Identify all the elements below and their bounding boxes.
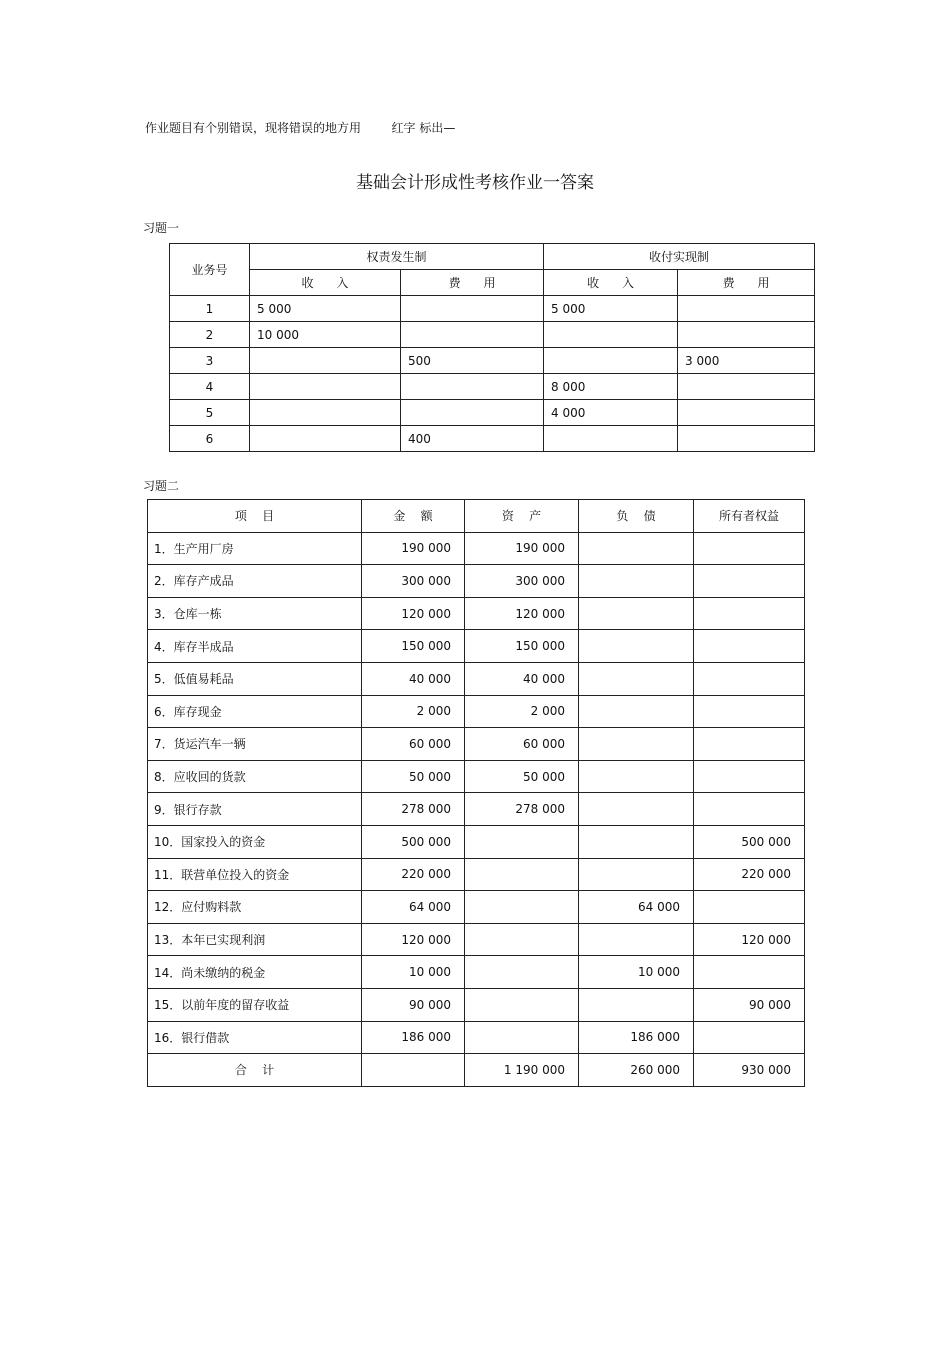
cell-equity: [694, 695, 805, 728]
header-accrual-income: 收 入: [250, 270, 401, 296]
cell-item: 9．银行存款: [148, 793, 362, 826]
cell-asset: [465, 825, 579, 858]
cell-asset: 60 000: [465, 728, 579, 761]
total-label: 合 计: [148, 1054, 362, 1087]
cell-equity: 120 000: [694, 923, 805, 956]
cell-cash-income: 8 000: [544, 374, 678, 400]
table-row: [148, 695, 805, 728]
cell-liability: [579, 728, 694, 761]
cell-asset: [465, 1021, 579, 1054]
table-row: [170, 426, 815, 452]
header-biz-no: 业务号: [170, 244, 250, 296]
cell-accrual-income: [250, 400, 401, 426]
exercise-2-label: 习题二: [143, 479, 180, 493]
header-asset: 资 产: [465, 500, 579, 533]
cell-item: 8．应收回的货款: [148, 760, 362, 793]
cell-equity: [694, 532, 805, 565]
table-row: [148, 1021, 805, 1054]
table-subheader-row: [170, 270, 815, 296]
total-liability: 260 000: [579, 1054, 694, 1087]
cell-cash-income: [544, 426, 678, 452]
cell-asset: [465, 858, 579, 891]
cell-accrual-income: [250, 348, 401, 374]
cell-liability: [579, 630, 694, 663]
cell-asset: 40 000: [465, 662, 579, 695]
header-equity: 所有者权益: [694, 500, 805, 533]
cell-item: 14．尚未缴纳的税金: [148, 956, 362, 989]
cell-item: 12．应付购料款: [148, 891, 362, 924]
header-liability: 负 债: [579, 500, 694, 533]
table-row: [170, 374, 815, 400]
exercise-2-table: [147, 499, 805, 1087]
header-cash-expense: 费 用: [678, 270, 815, 296]
cell-liability: [579, 923, 694, 956]
cell-item: 5．低值易耗品: [148, 662, 362, 695]
cell-item: 10．国家投入的资金: [148, 825, 362, 858]
table-row: [148, 956, 805, 989]
table-row: [148, 565, 805, 598]
cell-equity: [694, 1021, 805, 1054]
cell-liability: 64 000: [579, 891, 694, 924]
cell-asset: [465, 891, 579, 924]
cell-accrual-expense: 400: [401, 426, 544, 452]
header-cash: 收付实现制: [544, 244, 815, 270]
table-row: [148, 630, 805, 663]
table-row: [148, 825, 805, 858]
cell-item: 4．库存半成品: [148, 630, 362, 663]
total-amount: [362, 1054, 465, 1087]
cell-accrual-expense: 500: [401, 348, 544, 374]
cell-equity: [694, 760, 805, 793]
cell-accrual-income: 5 000: [250, 296, 401, 322]
cell-item: 2．库存产成品: [148, 565, 362, 598]
cell-asset: 278 000: [465, 793, 579, 826]
cell-amount: 300 000: [362, 565, 465, 598]
cell-equity: [694, 793, 805, 826]
table-row: [170, 348, 815, 374]
header-accrual-expense: 费 用: [401, 270, 544, 296]
cell-amount: 120 000: [362, 923, 465, 956]
cell-accrual-income: [250, 426, 401, 452]
table-row: [170, 296, 815, 322]
cell-no: 6: [170, 426, 250, 452]
table-header-row: [170, 244, 815, 270]
cell-no: 1: [170, 296, 250, 322]
cell-amount: 500 000: [362, 825, 465, 858]
cell-equity: [694, 597, 805, 630]
cell-equity: [694, 662, 805, 695]
page-title: 基础会计形成性考核作业一答案: [356, 173, 594, 193]
cell-no: 2: [170, 322, 250, 348]
cell-cash-expense: [678, 322, 815, 348]
cell-liability: [579, 695, 694, 728]
cell-item: 1．生产用厂房: [148, 532, 362, 565]
cell-item: 7．货运汽车一辆: [148, 728, 362, 761]
table-row: [170, 322, 815, 348]
cell-liability: [579, 825, 694, 858]
cell-amount: 120 000: [362, 597, 465, 630]
cell-item: 6．库存现金: [148, 695, 362, 728]
cell-accrual-expense: [401, 296, 544, 322]
cell-accrual-income: [250, 374, 401, 400]
cell-liability: [579, 760, 694, 793]
cell-amount: 190 000: [362, 532, 465, 565]
cell-accrual-expense: [401, 400, 544, 426]
cell-amount: 50 000: [362, 760, 465, 793]
exercise-1-table: [169, 243, 815, 452]
cell-amount: 2 000: [362, 695, 465, 728]
cell-asset: [465, 956, 579, 989]
cell-cash-expense: [678, 400, 815, 426]
table-row: [148, 597, 805, 630]
cell-amount: 10 000: [362, 956, 465, 989]
cell-cash-expense: [678, 374, 815, 400]
table-row: [148, 532, 805, 565]
cell-cash-income: 5 000: [544, 296, 678, 322]
table-row: [148, 891, 805, 924]
table-row: [148, 858, 805, 891]
cell-item: 15．以前年度的留存收益: [148, 988, 362, 1021]
cell-item: 11．联营单位投入的资金: [148, 858, 362, 891]
cell-asset: 150 000: [465, 630, 579, 663]
cell-no: 4: [170, 374, 250, 400]
cell-liability: [579, 532, 694, 565]
cell-asset: 120 000: [465, 597, 579, 630]
cell-liability: [579, 858, 694, 891]
table-row: [148, 793, 805, 826]
cell-liability: [579, 662, 694, 695]
cell-equity: [694, 565, 805, 598]
cell-amount: 186 000: [362, 1021, 465, 1054]
cell-equity: [694, 728, 805, 761]
cell-amount: 150 000: [362, 630, 465, 663]
cell-item: 16．银行借款: [148, 1021, 362, 1054]
header-accrual: 权责发生制: [250, 244, 544, 270]
cell-amount: 64 000: [362, 891, 465, 924]
cell-cash-expense: [678, 296, 815, 322]
total-asset: 1 190 000: [465, 1054, 579, 1087]
cell-equity: [694, 630, 805, 663]
cell-accrual-income: 10 000: [250, 322, 401, 348]
table-row: [148, 662, 805, 695]
cell-item: 13．本年已实现利润: [148, 923, 362, 956]
cell-equity: 220 000: [694, 858, 805, 891]
cell-amount: 60 000: [362, 728, 465, 761]
cell-cash-income: 4 000: [544, 400, 678, 426]
table-row: [148, 728, 805, 761]
cell-equity: 500 000: [694, 825, 805, 858]
cell-amount: 220 000: [362, 858, 465, 891]
table-header-row: [148, 500, 805, 533]
header-amount: 金 额: [362, 500, 465, 533]
table-row: [148, 760, 805, 793]
cell-equity: [694, 956, 805, 989]
cell-asset: [465, 923, 579, 956]
cell-accrual-expense: [401, 322, 544, 348]
cell-asset: [465, 988, 579, 1021]
cell-liability: [579, 597, 694, 630]
total-row: [148, 1054, 805, 1087]
cell-equity: 90 000: [694, 988, 805, 1021]
header-cash-income: 收 入: [544, 270, 678, 296]
cell-amount: 40 000: [362, 662, 465, 695]
cell-cash-income: [544, 348, 678, 374]
errata-note: 作业题目有个别错误，现将错误的地方用 红字 标出—: [145, 121, 456, 135]
cell-asset: 300 000: [465, 565, 579, 598]
cell-cash-expense: [678, 426, 815, 452]
cell-asset: 2 000: [465, 695, 579, 728]
table-row: [148, 923, 805, 956]
cell-cash-income: [544, 322, 678, 348]
cell-liability: [579, 988, 694, 1021]
cell-no: 3: [170, 348, 250, 374]
cell-amount: 90 000: [362, 988, 465, 1021]
cell-no: 5: [170, 400, 250, 426]
cell-liability: [579, 565, 694, 598]
cell-item: 3．仓库一栋: [148, 597, 362, 630]
cell-cash-expense: 3 000: [678, 348, 815, 374]
cell-asset: 190 000: [465, 532, 579, 565]
table-row: [148, 988, 805, 1021]
cell-amount: 278 000: [362, 793, 465, 826]
cell-equity: [694, 891, 805, 924]
cell-asset: 50 000: [465, 760, 579, 793]
header-item: 项 目: [148, 500, 362, 533]
total-equity: 930 000: [694, 1054, 805, 1087]
cell-liability: 10 000: [579, 956, 694, 989]
cell-liability: [579, 793, 694, 826]
table-row: [170, 400, 815, 426]
cell-accrual-expense: [401, 374, 544, 400]
exercise-1-label: 习题一: [143, 221, 180, 235]
cell-liability: 186 000: [579, 1021, 694, 1054]
